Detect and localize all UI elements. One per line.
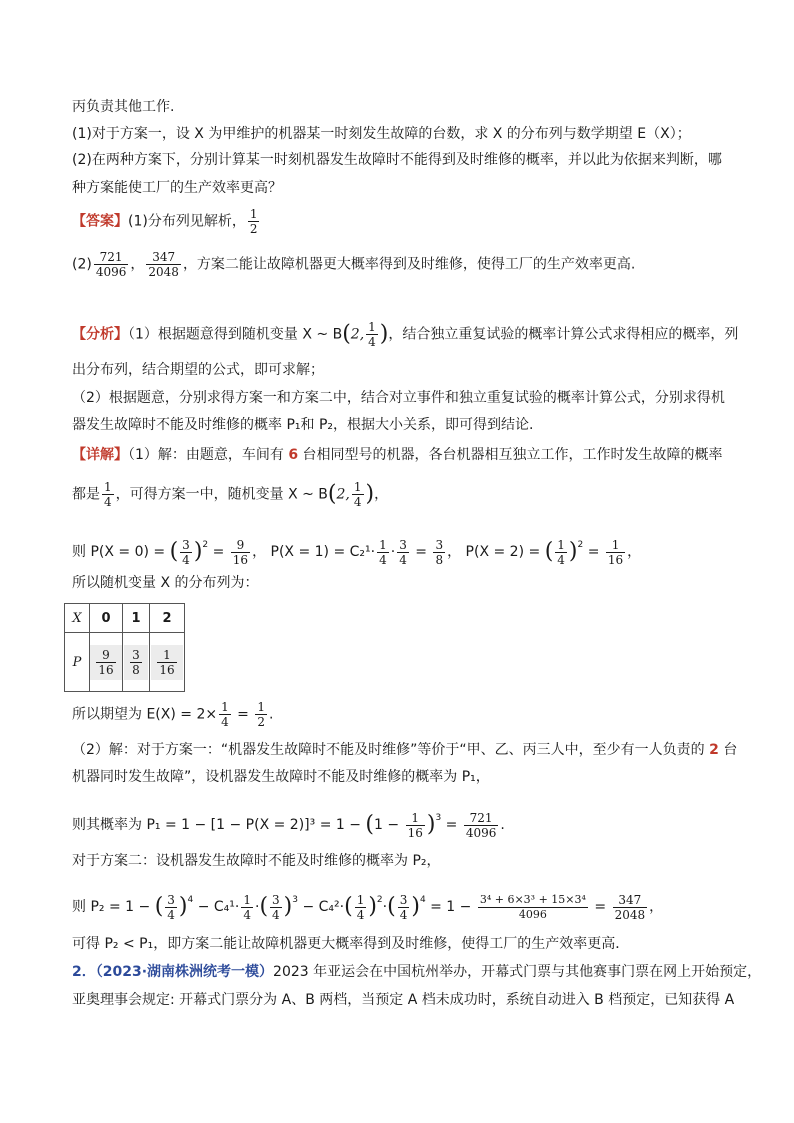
part2-line-2: 机器同时发生故障”，设机器发生故障时不能及时维修的概率为 P₁， [72, 769, 490, 785]
fraction: $\frac{347}{2048}$ [614, 892, 646, 922]
answer-label: (2) [72, 256, 92, 273]
text-line: 种方案能使工厂的生产效率更高？ [72, 180, 282, 196]
detail-text: 都是 [72, 486, 100, 503]
fraction: $\frac{1}{4}$ [221, 700, 229, 729]
fraction: $\frac{1}{4}$ [368, 320, 376, 349]
table-header-cell: X [65, 604, 90, 633]
fraction: $\frac{3}{4}$ [167, 892, 175, 922]
fraction: $\frac{3}{8}$ [435, 537, 444, 567]
scheme2-line: 对于方案二：设机器发生故障时不能及时维修的概率为 P₂， [72, 853, 441, 869]
fraction: $\frac{721}{4096}$ [95, 250, 127, 279]
answer-text: (1)分布列见解析， [128, 213, 246, 230]
fraction: $\frac{\text{3⁴ + 6×3³ + 15×3⁴}}{4096}$ [479, 892, 586, 921]
part2-line-1 [72, 740, 737, 760]
table-cell: $\frac{1}{16}$ [150, 633, 185, 692]
question-source-tag: 2．（2023·湖南株洲统考一模） [72, 964, 274, 980]
table-cell: $\frac{3}{8}$ [123, 633, 150, 692]
detail-text: （2）解：对于方案一：“机器发生故障时不能及时维修”等价于“甲、乙、丙三人中，至少有一人负责的 [72, 742, 710, 758]
fraction: $\frac{1}{2}$ [257, 700, 266, 729]
probability-line: 则 P(X = 0) = ( $\frac{3}{4}$ )$^2$ = $\frac{9}{16}$ ， P(X = 1) = C₂¹· $\frac{1}{4}$ · $\frac{3}{4}$ = $\frac{3}{8}$ ， P(X = 2) = ( $\frac{1}{4}$ )$^2$ = $\frac{1}{16}$ ， [72, 537, 642, 567]
fraction: $\frac{1}{2}$ [249, 207, 258, 236]
question-part-1: (1)对于方案一，设 X 为甲维护的机器某一时刻发生故障的台数，求 X 的分布列与数学期望 E（X）； [72, 126, 691, 142]
highlight-number: 6 [288, 447, 299, 463]
fraction: $\frac{3}{4}$ [399, 892, 408, 922]
exponent: 4 [419, 895, 426, 905]
exponent: 3 [292, 895, 298, 905]
detail-tag: 【详解】 [72, 447, 128, 463]
exponent: 2 [577, 540, 584, 550]
detail-text: 台 [718, 742, 738, 758]
formula-text: 则 P(X = 0) = [72, 544, 170, 560]
fraction: $\frac{1}{4}$ [243, 892, 251, 922]
fraction: $\frac{1}{4}$ [353, 480, 362, 509]
exponent: 2 [202, 540, 209, 550]
exponent: 3 [435, 813, 442, 823]
table-header-cell: 2 [150, 604, 185, 633]
analysis-line-4: 器发生故障时不能及时维修的概率 P₁和 P₂，根据大小关系，即可得到结论. [72, 417, 534, 433]
expectation-line: 所以期望为 E(X) = 2× $\frac{1}{4}$ = $\frac{1}{2}$ . [72, 700, 274, 729]
text-line: 丙负责其他工作. [72, 99, 175, 115]
detail-line-2: 都是 $\frac{1}{4}$ ，可得方案一中，随机变量 X ~ B(2, $\frac{1}{4}$ )， [72, 480, 389, 509]
fraction: $\frac{9}{16}$ [232, 537, 249, 567]
formula-text: − C₄²· [298, 899, 345, 915]
formula-text: 则 P₂ = 1 − [72, 899, 155, 915]
conclusion-line: 可得 P₂ < P₁，即方案二能让故障机器更大概率得到及时维修，使得工厂的生产效率更高． [72, 936, 630, 952]
answer-text: ，方案二能让故障机器更大概率得到及时维修，使得工厂的生产效率更高. [182, 256, 636, 273]
fraction: $\frac{1}{4}$ [104, 480, 112, 509]
distribution-caption: 所以随机变量 X 的分布列为： [72, 575, 259, 591]
fraction: $\frac{721}{4096}$ [465, 810, 497, 840]
math-arg: 2, [350, 326, 365, 343]
next-question-line-2: 亚奥理事会规定: 开幕式门票分为 A、B 两档，当预定 A 档未成功时，系统自动进入 B 档预定，已知获得 A [72, 992, 735, 1008]
exponent: 2 [376, 895, 383, 905]
formula-text: 则其概率为 P₁ = 1 − [1 − P(X = 2)]³ = 1 − [72, 817, 366, 833]
answer-line-2: (2) $\frac{721}{4096}$ ， $\frac{347}{2048}$ ，方案二能让故障机器更大概率得到及时维修，使得工厂的生产效率更高. [72, 250, 636, 279]
table-row-label: P [65, 633, 90, 692]
detail-line-1 [72, 445, 723, 465]
detail-text: ，可得方案一中，随机变量 X ~ B [115, 486, 328, 503]
formula-text: ， P(X = 2) = [447, 544, 545, 560]
analysis-line-3: （2）根据题意，分别求得方案一和方案二中，结合对立事件和独立重复试验的概率计算公式，分别求得机 [72, 390, 725, 406]
distribution-table [64, 603, 185, 692]
detail-text: ， [374, 486, 389, 503]
formula-text: ， P(X = 1) = C₂¹· [252, 544, 376, 560]
detail-text: 台相同型号的机器，各台机器相互独立工作，工作时发生故障的概率 [298, 447, 723, 463]
next-question-line-1 [72, 962, 761, 982]
p1-formula: 则其概率为 P₁ = 1 − [1 − P(X = 2)]³ = 1 − (1 − $\frac{1}{16}$ )$^3$ = $\frac{721}{4096}$ . [72, 810, 505, 840]
p2-formula: 则 P₂ = 1 − ( $\frac{3}{4}$ )$^4$ − C₄¹· $\frac{1}{4}$ ·( $\frac{3}{4}$ )$^3$ − C₄²·( $\frac{1}{4}$ )$^2$·( $\frac{3}{4}$ )$^4$ = 1 − $\frac{\text{3⁴ + 6×3³ + 15×3⁴}}{4096}$ = $\frac{347}{2048}$ ， [72, 892, 664, 922]
table-header-cell: 1 [123, 604, 150, 633]
question-part-2: (2)在两种方案下，分别计算某一时刻机器发生故障时不能得到及时维修的概率，并以此为依据来判断，哪 [72, 152, 722, 168]
answer-tag: 【答案】 [72, 213, 128, 230]
fraction: $\frac{1}{4}$ [379, 537, 387, 567]
analysis-line-1: 【分析】（1）根据题意得到随机变量 X ~ B(2, $\frac{1}{4}$ )，结合独立重复试验的概率计算公式求得相应的概率，列 [72, 320, 739, 349]
analysis-text: （1）根据题意得到随机变量 X ~ B [128, 326, 343, 343]
fraction: $\frac{1}{4}$ [557, 537, 565, 567]
formula-text: − C₄¹· [193, 899, 240, 915]
fraction: $\frac{347}{2048}$ [148, 250, 179, 279]
fraction: $\frac{3}{4}$ [272, 892, 280, 922]
analysis-tag: 【分析】 [72, 326, 128, 343]
formula-text: = 1 − [425, 899, 476, 915]
math-arg: 2, [336, 486, 350, 503]
answer-line-1 [72, 207, 261, 236]
fraction: $\frac{1}{16}$ [407, 810, 423, 840]
table-header-cell: 0 [90, 604, 123, 633]
detail-text: （1）解：由题意，车间有 [128, 447, 289, 463]
analysis-text: ，结合独立重复试验的概率计算公式求得相应的概率，列 [388, 326, 739, 343]
table-cell: $\frac{9}{16}$ [90, 633, 123, 692]
question-text: 2023 年亚运会在中国杭州举办，开幕式门票与其他赛事门票在网上开始预定， [273, 964, 762, 980]
fraction: $\frac{3}{4}$ [399, 537, 407, 567]
formula-text: 所以期望为 E(X) = 2× [72, 706, 218, 723]
exponent: 4 [187, 895, 194, 905]
fraction: $\frac{1}{16}$ [607, 537, 624, 567]
analysis-line-2: 出分布列，结合期望的公式，即可求解； [72, 362, 324, 378]
highlight-number: 2 [709, 742, 719, 758]
fraction: $\frac{1}{4}$ [356, 892, 365, 922]
fraction: $\frac{3}{4}$ [182, 537, 190, 567]
